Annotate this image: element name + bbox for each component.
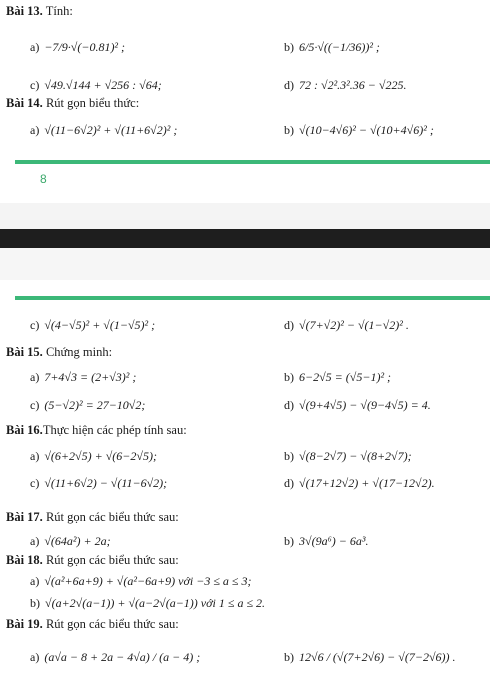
exercise-17b: b) 3√(9a⁶) − 6a³. bbox=[284, 534, 369, 548]
exercise-14b: b) √(10−4√6)² − √(10+4√6)² ; bbox=[284, 123, 434, 137]
exercise-18-heading: Bài 18. Rút gọn các biểu thức sau: bbox=[6, 553, 179, 567]
exercise-19b: b) 12√6 / (√(7+2√6) − √(7−2√6)) . bbox=[284, 650, 456, 664]
exercise-15a: a) 7+4√3 = (2+√3)² ; bbox=[30, 370, 137, 384]
page-separator-band bbox=[0, 229, 490, 248]
page-footer-rule bbox=[15, 160, 490, 164]
exercise-17-heading: Bài 17. Rút gọn các biểu thức sau: bbox=[6, 510, 179, 524]
exercise-13a: a) −7/9·√(−0.81)² ; bbox=[30, 40, 126, 54]
exercise-16d: d) √(17+12√2) + √(17−12√2). bbox=[284, 476, 435, 490]
exercise-15-heading: Bài 15. Chứng minh: bbox=[6, 345, 113, 359]
exercise-13-heading: Bài 13. Tính: bbox=[6, 4, 73, 18]
exercise-19a: a) (a√a − 8 + 2a − 4√a) / (a − 4) ; bbox=[30, 650, 201, 664]
page-number: 8 bbox=[40, 172, 47, 186]
page-gap bbox=[0, 248, 490, 280]
exercise-15d: d) √(9+4√5) − √(9−4√5) = 4. bbox=[284, 398, 431, 412]
exercise-13d: d) 72 : √2².3².36 − √225. bbox=[284, 78, 407, 92]
exercise-14a: a) √(11−6√2)² + √(11+6√2)² ; bbox=[30, 123, 178, 137]
page-gap bbox=[0, 203, 490, 229]
exercise-13b: b) 6/5·√((−1/36))² ; bbox=[284, 40, 380, 54]
exercise-13c: c) √49.√144 + √256 : √64; bbox=[30, 78, 162, 92]
exercise-18a: a) √(a²+6a+9) + √(a²−6a+9) với −3 ≤ a ≤ 3; bbox=[30, 574, 252, 588]
exercise-14-heading: Bài 14. Rút gọn biểu thức: bbox=[6, 96, 140, 110]
exercise-17a: a) √(64a²) + 2a; bbox=[30, 534, 111, 548]
exercise-15c: c) (5−√2)² = 27−10√2; bbox=[30, 398, 146, 412]
exercise-16a: a) √(6+2√5) + √(6−2√5); bbox=[30, 449, 157, 463]
exercise-16b: b) √(8−2√7) − √(8+2√7); bbox=[284, 449, 412, 463]
exercise-14c: c) √(4−√5)² + √(1−√5)² ; bbox=[30, 318, 156, 332]
exercise-18b: b) √(a+2√(a−1)) + √(a−2√(a−1)) với 1 ≤ a ≤ 2. bbox=[30, 596, 266, 610]
exercise-19-heading: Bài 19. Rút gọn các biểu thức sau: bbox=[6, 617, 179, 631]
page-header-rule bbox=[15, 296, 490, 300]
exercise-14d: d) √(7+√2)² − √(1−√2)² . bbox=[284, 318, 409, 332]
exercise-16c: c) √(11+6√2) − √(11−6√2); bbox=[30, 476, 168, 490]
exercise-15b: b) 6−2√5 = (√5−1)² ; bbox=[284, 370, 392, 384]
exercise-16-heading: Bài 16.Thực hiện các phép tính sau: bbox=[6, 423, 187, 437]
